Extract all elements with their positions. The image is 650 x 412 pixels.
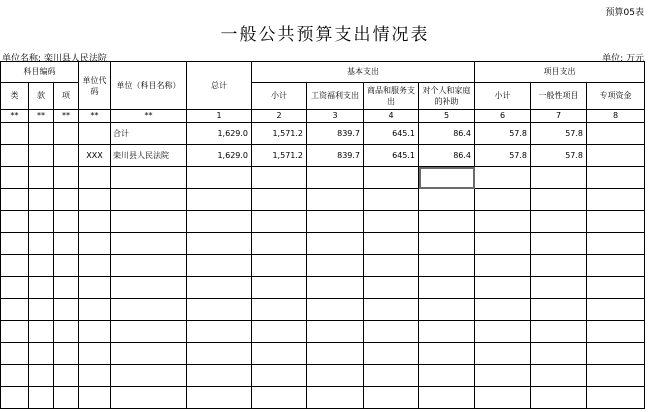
header-project-subtotal[interactable]: 小计 xyxy=(475,83,531,110)
index-cell[interactable]: ** xyxy=(79,110,111,123)
empty-cell[interactable] xyxy=(111,365,187,387)
cell-basic-subtotal[interactable]: 1,571.2 xyxy=(252,145,307,167)
empty-cell[interactable] xyxy=(475,277,531,299)
empty-cell[interactable] xyxy=(531,211,587,233)
empty-cell[interactable] xyxy=(531,387,587,409)
cell-name[interactable]: 栾川县人民法院 xyxy=(111,145,187,167)
empty-cell[interactable] xyxy=(54,167,79,189)
empty-cell[interactable] xyxy=(252,167,307,189)
empty-cell[interactable] xyxy=(29,299,54,321)
empty-cell[interactable] xyxy=(475,233,531,255)
header-subsidy-individual[interactable]: 对个人和家庭的补助 xyxy=(419,83,475,110)
empty-cell[interactable] xyxy=(475,189,531,211)
cell-project-subtotal[interactable]: 57.8 xyxy=(475,123,531,145)
empty-cell[interactable] xyxy=(307,321,364,343)
empty-cell[interactable] xyxy=(307,233,364,255)
empty-cell[interactable] xyxy=(79,343,111,365)
cell-goods-services[interactable]: 645.1 xyxy=(364,145,419,167)
empty-cell[interactable] xyxy=(364,167,419,189)
empty-cell[interactable] xyxy=(79,277,111,299)
empty-cell[interactable] xyxy=(1,343,29,365)
empty-cell[interactable] xyxy=(111,387,187,409)
empty-cell[interactable] xyxy=(364,299,419,321)
header-general-project[interactable]: 一般性项目 xyxy=(531,83,587,110)
empty-cell[interactable] xyxy=(307,277,364,299)
header-total[interactable]: 总计 xyxy=(187,62,252,110)
empty-row xyxy=(1,233,645,255)
empty-cell[interactable] xyxy=(79,299,111,321)
index-cell[interactable]: ** xyxy=(54,110,79,123)
empty-cell[interactable] xyxy=(29,189,54,211)
cell-salary-welfare[interactable]: 839.7 xyxy=(307,145,364,167)
empty-cell[interactable] xyxy=(475,299,531,321)
empty-cell[interactable] xyxy=(187,189,252,211)
empty-row xyxy=(1,277,645,299)
index-cell[interactable]: 1 xyxy=(187,110,252,123)
empty-cell[interactable] xyxy=(364,277,419,299)
empty-row xyxy=(1,321,645,343)
cell-goods-services[interactable]: 645.1 xyxy=(364,123,419,145)
empty-cell[interactable] xyxy=(187,211,252,233)
empty-cell[interactable] xyxy=(252,365,307,387)
empty-cell[interactable] xyxy=(111,321,187,343)
cell-special-fund[interactable] xyxy=(587,145,645,167)
empty-cell[interactable] xyxy=(1,321,29,343)
empty-cell[interactable] xyxy=(54,365,79,387)
unit-name-label: 单位名称: 栾川县人民法院 xyxy=(2,54,107,64)
empty-cell[interactable] xyxy=(79,321,111,343)
empty-cell[interactable] xyxy=(307,189,364,211)
empty-cell[interactable] xyxy=(587,387,645,409)
empty-rows xyxy=(1,167,645,409)
empty-cell[interactable] xyxy=(29,167,54,189)
header-salary-welfare[interactable]: 工资福利支出 xyxy=(307,83,364,110)
empty-cell[interactable] xyxy=(587,233,645,255)
empty-cell[interactable] xyxy=(364,321,419,343)
empty-cell[interactable] xyxy=(531,255,587,277)
empty-cell[interactable] xyxy=(307,167,364,189)
empty-cell[interactable] xyxy=(364,189,419,211)
header-basic-expense[interactable]: 基本支出 xyxy=(252,62,475,83)
empty-cell[interactable] xyxy=(252,277,307,299)
empty-cell[interactable] xyxy=(187,343,252,365)
empty-cell[interactable] xyxy=(1,233,29,255)
cell-xiang[interactable] xyxy=(54,145,79,167)
empty-cell[interactable] xyxy=(364,255,419,277)
page-title: 一般公共预算支出情况表 xyxy=(220,25,430,45)
cell-subsidy-individual[interactable]: 86.4 xyxy=(419,123,475,145)
empty-cell[interactable] xyxy=(29,211,54,233)
empty-cell[interactable] xyxy=(252,189,307,211)
empty-cell[interactable] xyxy=(111,233,187,255)
empty-cell[interactable] xyxy=(54,343,79,365)
empty-cell[interactable] xyxy=(252,211,307,233)
empty-cell[interactable] xyxy=(364,343,419,365)
empty-cell[interactable] xyxy=(307,387,364,409)
empty-cell[interactable] xyxy=(531,189,587,211)
empty-cell[interactable] xyxy=(29,321,54,343)
empty-cell[interactable] xyxy=(419,343,475,365)
empty-cell[interactable] xyxy=(419,277,475,299)
empty-row xyxy=(1,343,645,365)
empty-cell[interactable] xyxy=(475,167,531,189)
empty-cell[interactable] xyxy=(111,167,187,189)
empty-cell[interactable] xyxy=(187,387,252,409)
empty-cell[interactable] xyxy=(587,211,645,233)
empty-cell[interactable] xyxy=(111,277,187,299)
empty-cell[interactable] xyxy=(307,343,364,365)
empty-cell[interactable] xyxy=(29,387,54,409)
empty-cell[interactable] xyxy=(79,255,111,277)
empty-cell[interactable] xyxy=(587,277,645,299)
header-goods-services[interactable]: 商品和服务支出 xyxy=(364,83,419,110)
empty-row xyxy=(1,189,645,211)
empty-cell[interactable] xyxy=(364,387,419,409)
empty-cell[interactable] xyxy=(1,189,29,211)
empty-cell[interactable] xyxy=(587,299,645,321)
header-unit-subject-name[interactable]: 单位（科目名称） xyxy=(111,62,187,110)
empty-cell[interactable] xyxy=(1,299,29,321)
empty-cell[interactable] xyxy=(1,255,29,277)
empty-cell[interactable] xyxy=(475,365,531,387)
empty-cell[interactable] xyxy=(587,167,645,189)
cell-general-project[interactable]: 57.8 xyxy=(531,123,587,145)
empty-cell[interactable] xyxy=(364,211,419,233)
empty-cell[interactable] xyxy=(307,211,364,233)
empty-cell[interactable] xyxy=(419,321,475,343)
cell-unit-code[interactable] xyxy=(79,123,111,145)
index-cell[interactable]: 6 xyxy=(475,110,531,123)
cell-xiang[interactable] xyxy=(54,123,79,145)
empty-cell[interactable] xyxy=(29,365,54,387)
header-basic-subtotal[interactable]: 小计 xyxy=(252,83,307,110)
empty-cell[interactable] xyxy=(419,365,475,387)
empty-row xyxy=(1,167,645,189)
empty-row xyxy=(1,255,645,277)
header-lei[interactable]: 类 xyxy=(1,83,29,110)
empty-cell[interactable] xyxy=(364,365,419,387)
cell-lei[interactable] xyxy=(1,145,29,167)
empty-cell[interactable] xyxy=(187,321,252,343)
empty-cell[interactable] xyxy=(187,255,252,277)
header-kuan[interactable]: 款 xyxy=(29,83,54,110)
header-unit-code[interactable]: 单位代码 xyxy=(79,62,111,110)
empty-cell[interactable] xyxy=(531,299,587,321)
empty-cell[interactable] xyxy=(111,189,187,211)
empty-cell[interactable] xyxy=(252,343,307,365)
cell-general-project[interactable]: 57.8 xyxy=(531,145,587,167)
empty-cell[interactable] xyxy=(54,189,79,211)
empty-cell[interactable] xyxy=(54,211,79,233)
empty-cell[interactable] xyxy=(29,343,54,365)
empty-cell[interactable] xyxy=(187,233,252,255)
empty-cell[interactable] xyxy=(307,255,364,277)
empty-cell[interactable] xyxy=(29,233,54,255)
empty-cell[interactable] xyxy=(54,299,79,321)
index-cell[interactable]: 4 xyxy=(364,110,419,123)
empty-cell[interactable] xyxy=(531,277,587,299)
empty-cell[interactable] xyxy=(419,255,475,277)
empty-cell[interactable] xyxy=(1,387,29,409)
cell-lei[interactable] xyxy=(1,123,29,145)
empty-cell[interactable] xyxy=(587,365,645,387)
cell-total[interactable]: 1,629.0 xyxy=(187,123,252,145)
empty-cell[interactable] xyxy=(252,321,307,343)
empty-cell[interactable] xyxy=(1,277,29,299)
unit-measure-label: 单位: 万元 xyxy=(602,54,644,64)
cell-unit-code[interactable]: XXX xyxy=(79,145,111,167)
empty-cell[interactable] xyxy=(187,277,252,299)
cell-kuan[interactable] xyxy=(29,123,54,145)
cell-salary-welfare[interactable]: 839.7 xyxy=(307,123,364,145)
index-cell[interactable]: 7 xyxy=(531,110,587,123)
empty-cell[interactable] xyxy=(587,343,645,365)
empty-cell[interactable] xyxy=(79,365,111,387)
cell-subsidy-individual[interactable]: 86.4 xyxy=(419,145,475,167)
cell-project-subtotal[interactable]: 57.8 xyxy=(475,145,531,167)
index-cell[interactable]: 8 xyxy=(587,110,645,123)
empty-cell[interactable] xyxy=(531,343,587,365)
empty-cell[interactable] xyxy=(1,211,29,233)
index-cell[interactable]: 5 xyxy=(419,110,475,123)
header-subject-code[interactable]: 科目编码 xyxy=(1,62,79,83)
empty-row xyxy=(1,299,645,321)
empty-cell[interactable] xyxy=(531,321,587,343)
empty-cell[interactable] xyxy=(54,233,79,255)
cell-basic-subtotal[interactable]: 1,571.2 xyxy=(252,123,307,145)
empty-row xyxy=(1,365,645,387)
empty-cell[interactable] xyxy=(79,233,111,255)
empty-cell[interactable] xyxy=(54,387,79,409)
empty-cell[interactable] xyxy=(475,321,531,343)
empty-cell[interactable] xyxy=(187,299,252,321)
empty-cell[interactable] xyxy=(187,167,252,189)
empty-cell[interactable] xyxy=(587,189,645,211)
empty-cell[interactable] xyxy=(79,387,111,409)
empty-cell[interactable] xyxy=(252,387,307,409)
index-cell[interactable]: ** xyxy=(29,110,54,123)
empty-cell[interactable] xyxy=(54,277,79,299)
index-cell[interactable]: ** xyxy=(1,110,29,123)
empty-cell[interactable] xyxy=(111,299,187,321)
empty-cell[interactable] xyxy=(419,299,475,321)
empty-cell[interactable] xyxy=(29,277,54,299)
empty-cell[interactable] xyxy=(252,299,307,321)
empty-cell[interactable] xyxy=(79,211,111,233)
empty-cell[interactable] xyxy=(252,233,307,255)
empty-cell[interactable] xyxy=(475,255,531,277)
empty-cell[interactable] xyxy=(475,387,531,409)
empty-cell[interactable] xyxy=(419,387,475,409)
header-xiang[interactable]: 项 xyxy=(54,83,79,110)
empty-cell[interactable] xyxy=(531,167,587,189)
index-cell[interactable]: 3 xyxy=(307,110,364,123)
empty-cell[interactable] xyxy=(54,321,79,343)
empty-cell[interactable] xyxy=(419,233,475,255)
empty-cell[interactable] xyxy=(252,255,307,277)
cell-name[interactable]: 合计 xyxy=(111,123,187,145)
cell-kuan[interactable] xyxy=(29,145,54,167)
empty-cell[interactable] xyxy=(111,211,187,233)
empty-cell[interactable] xyxy=(1,167,29,189)
expenditure-table xyxy=(0,61,645,409)
empty-cell[interactable] xyxy=(1,365,29,387)
empty-cell[interactable] xyxy=(587,255,645,277)
empty-cell[interactable] xyxy=(79,189,111,211)
empty-cell[interactable] xyxy=(419,211,475,233)
index-row xyxy=(1,110,645,123)
empty-cell[interactable] xyxy=(475,211,531,233)
empty-cell[interactable] xyxy=(111,343,187,365)
empty-cell[interactable] xyxy=(531,233,587,255)
table-row-court xyxy=(1,145,645,167)
table-row-total xyxy=(1,123,645,145)
empty-cell[interactable] xyxy=(475,343,531,365)
empty-row xyxy=(1,211,645,233)
form-id-label: 预算05表 xyxy=(605,8,644,18)
empty-cell[interactable] xyxy=(187,365,252,387)
empty-cell[interactable] xyxy=(111,255,187,277)
empty-cell[interactable] xyxy=(29,255,54,277)
header-project-expense[interactable]: 项目支出 xyxy=(475,62,645,83)
empty-cell[interactable] xyxy=(54,255,79,277)
header-special-fund[interactable]: 专项资金 xyxy=(587,83,645,110)
empty-cell[interactable] xyxy=(531,365,587,387)
cell-total[interactable]: 1,629.0 xyxy=(187,145,252,167)
empty-cell[interactable] xyxy=(307,299,364,321)
empty-cell[interactable] xyxy=(419,189,475,211)
empty-cell[interactable] xyxy=(307,365,364,387)
empty-row xyxy=(1,387,645,409)
empty-cell[interactable] xyxy=(79,167,111,189)
index-cell[interactable]: ** xyxy=(111,110,187,123)
empty-cell[interactable] xyxy=(587,321,645,343)
cell-special-fund[interactable] xyxy=(587,123,645,145)
selected-cell[interactable] xyxy=(419,167,475,189)
empty-cell[interactable] xyxy=(364,233,419,255)
index-cell[interactable]: 2 xyxy=(252,110,307,123)
